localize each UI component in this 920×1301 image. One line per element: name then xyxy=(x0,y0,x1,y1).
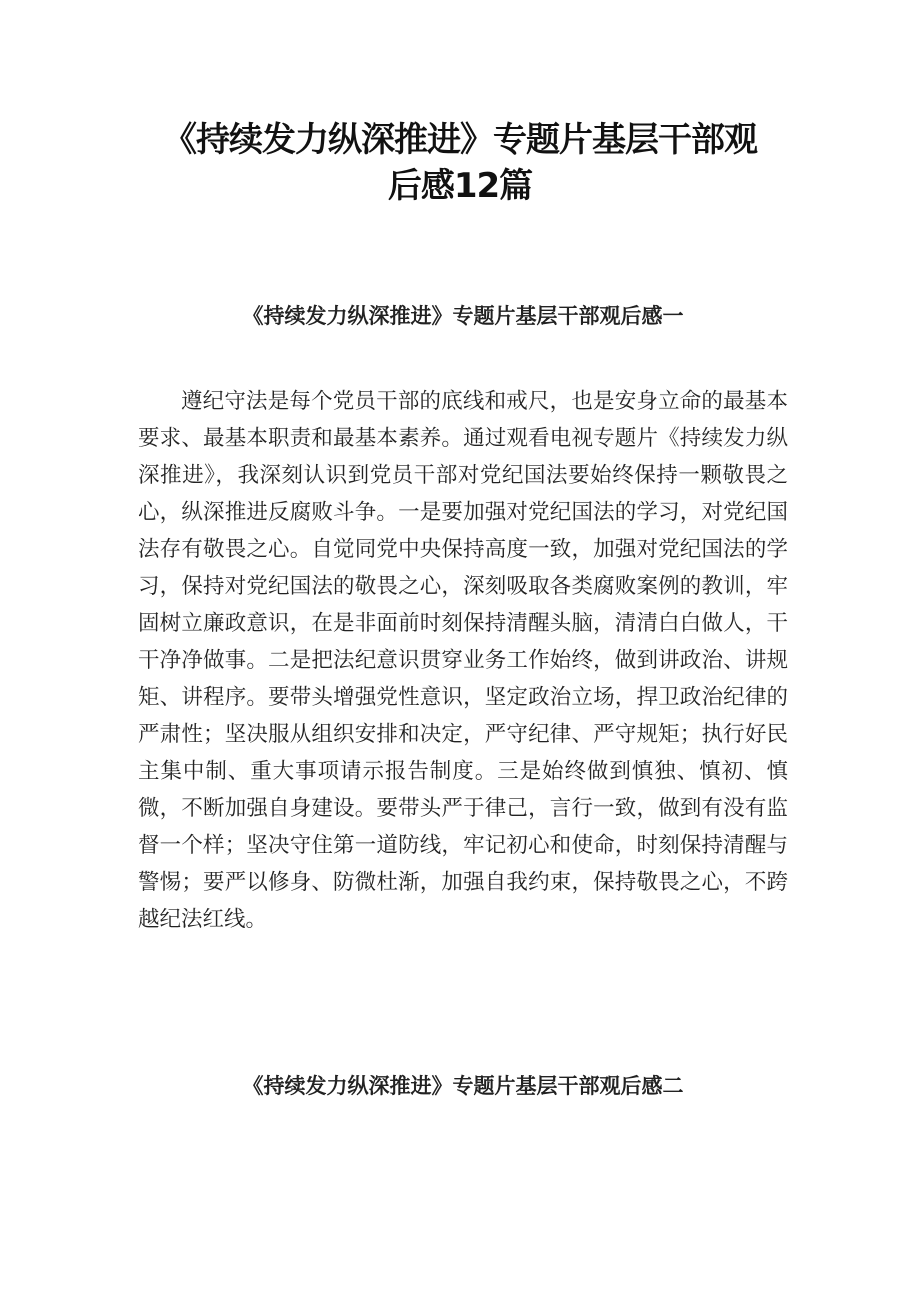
document-title-line-2: 后感12篇 xyxy=(387,166,533,206)
document-title-line-1: 《持续发力纵深推进》专题片基层干部观 xyxy=(163,120,757,160)
section-heading-1: 《持续发力纵深推进》专题片基层干部观后感一 xyxy=(242,303,684,328)
section-heading-2: 《持续发力纵深推进》专题片基层干部观后感二 xyxy=(242,1073,684,1098)
section-paragraph-1: 遵纪守法是每个党员干部的底线和戒尺，也是安身立命的最基本要求、最基本职责和最基本素养。通过观看电视专题片《持续发力纵深推进》，我深刻认识到党员干部对党纪国法要始终保持一颗敬畏之心，纵深推进反腐败斗争。一是要加强对党纪国法的学习，对党纪国法存有敬畏之心。自觉同党中央保持高度一致，加强对党纪国法的学习，保持对党纪国法的敬畏之心，深刻吸取各类腐败案例的教训，牢固树立廉政意识，在是非面前时刻保持清醒头脑，清清白白做人，干干净净做事。二是把法纪意识贯穿业务工作始终，做到讲政治、讲规矩、讲程序。要带头增强党性意识，坚定政治立场，捍卫政治纪律的严肃性；坚决服从组织安排和决定，严守纪律、严守规矩；执行好民主集中制、重大事项请示报告制度。三是始终做到慎独、慎初、慎微，不断加强自身建设。要带头严于律己，言行一致，做到有没有监督一个样；坚决守住第一道防线，牢记初心和使命，时刻保持清醒与警惕；要严以修身、防微杜渐，加强自我约束，保持敬畏之心，不跨越纪法红线。 xyxy=(138,389,788,932)
